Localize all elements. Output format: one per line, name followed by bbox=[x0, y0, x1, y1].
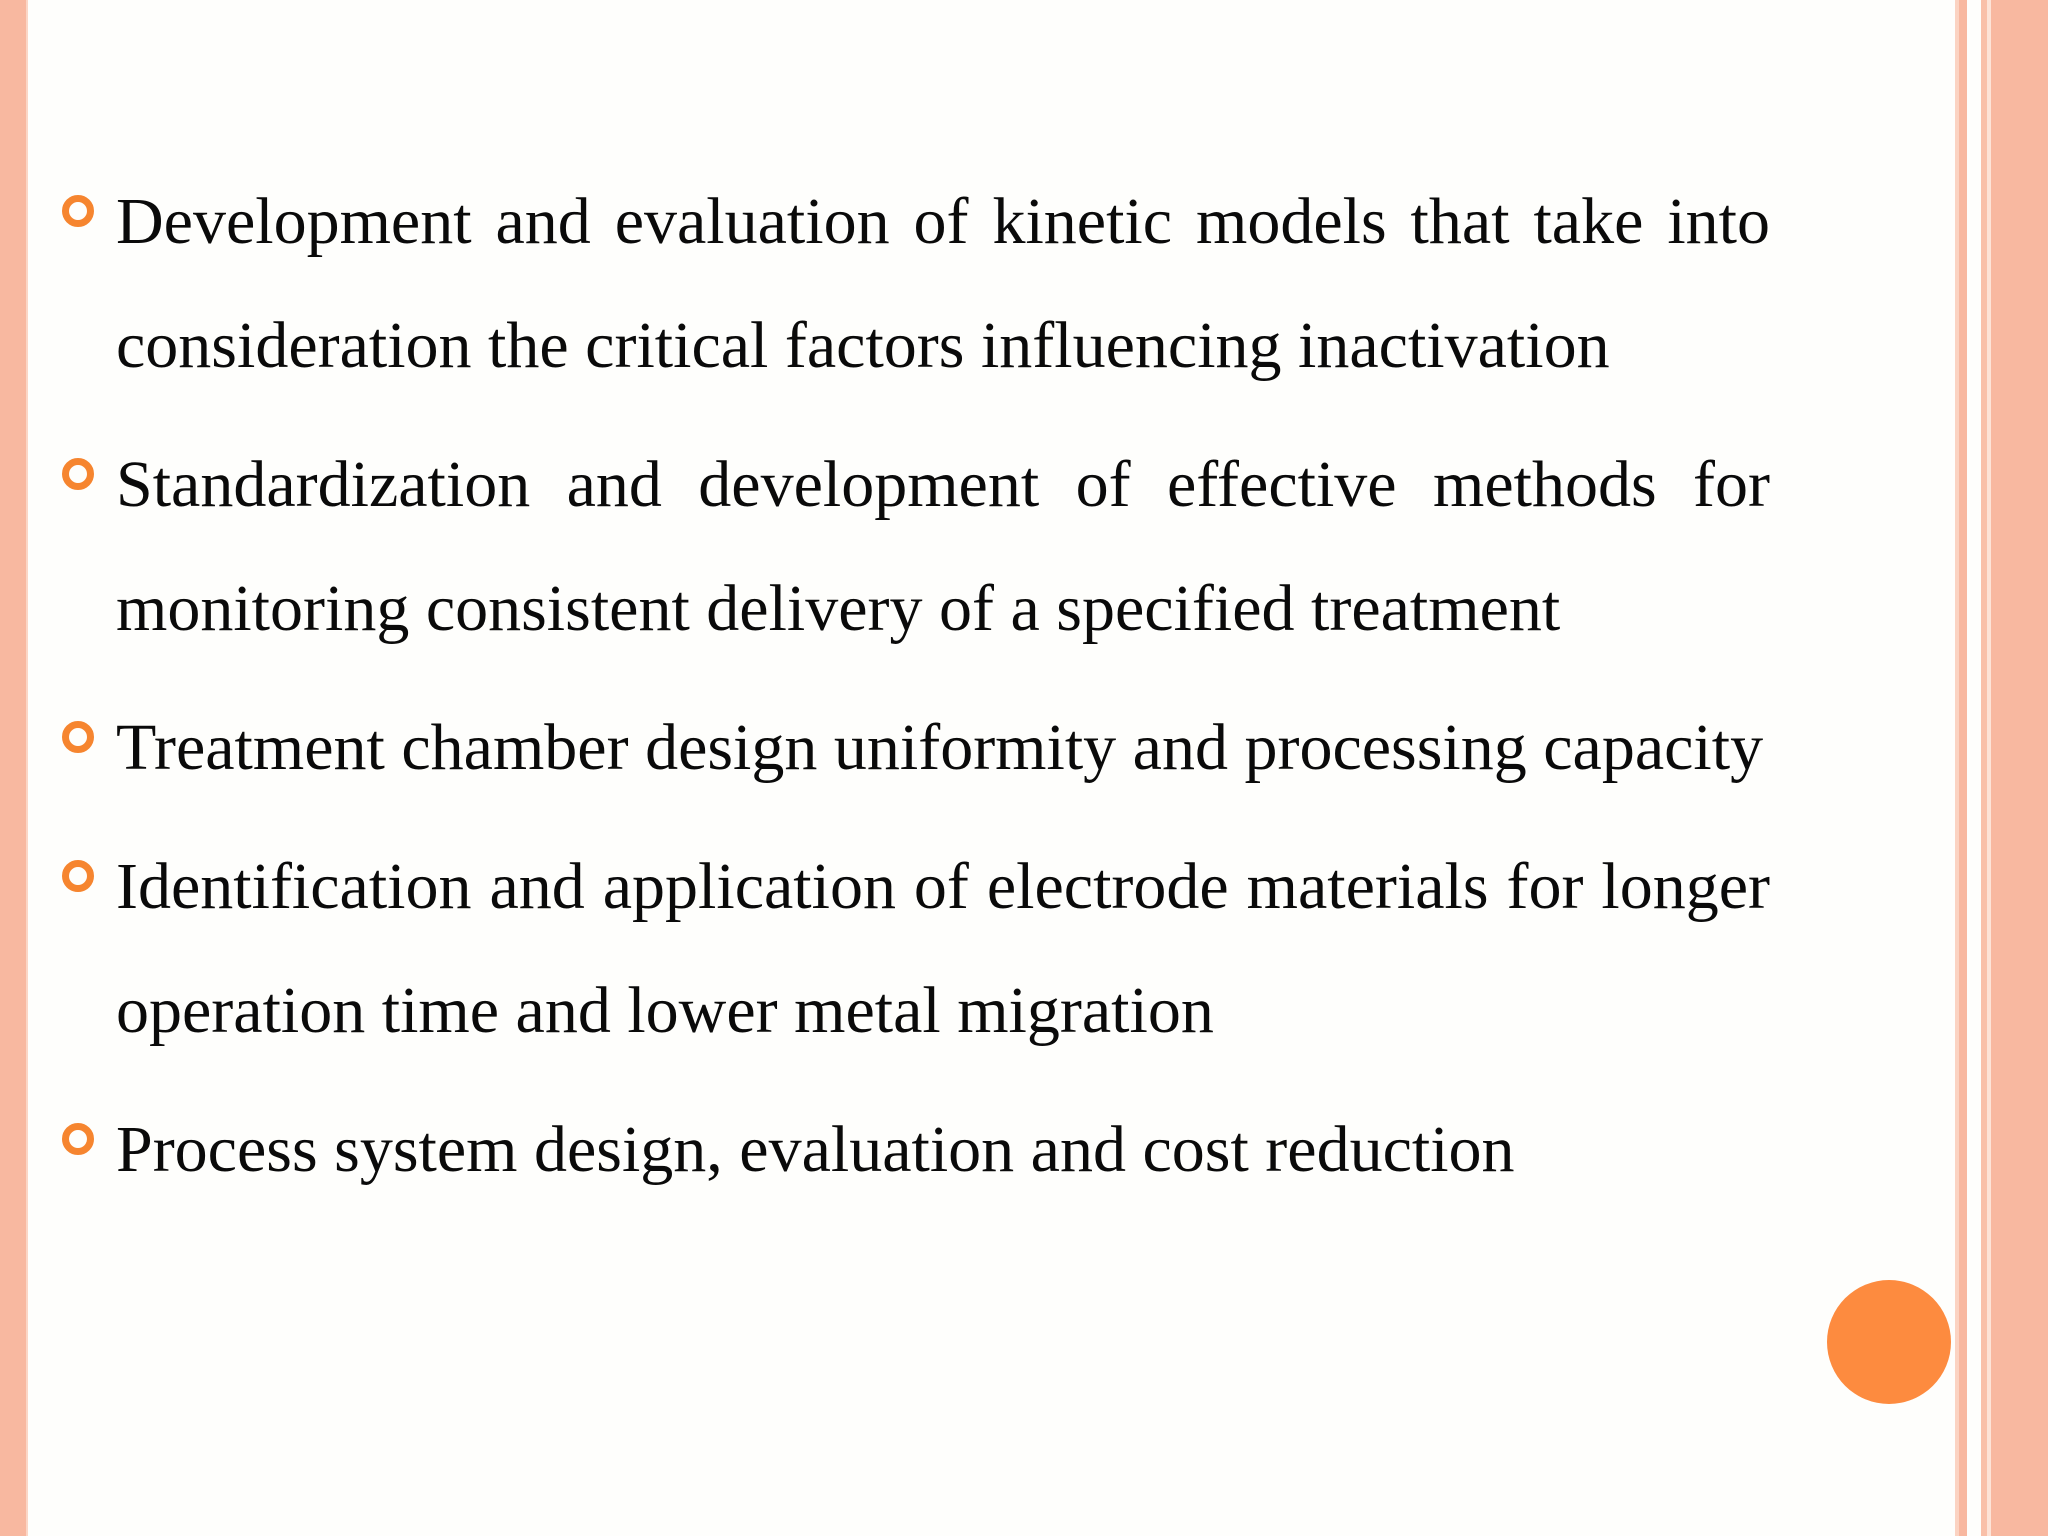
hollow-circle-bullet-icon bbox=[62, 721, 94, 753]
bullet-text: Identification and application of electrode materials for longer operation time and lower metal migration bbox=[116, 850, 1770, 1047]
bullet-item bbox=[60, 160, 1770, 408]
hollow-circle-bullet-icon bbox=[62, 195, 94, 227]
left-border-stripe bbox=[0, 0, 26, 1536]
bullet-item bbox=[60, 825, 1770, 1073]
right-border-gap bbox=[1967, 0, 1981, 1536]
left-border-highlight bbox=[26, 0, 28, 1536]
bullet-item bbox=[60, 1088, 1770, 1212]
bullet-text: Process system design, evaluation and cost reduction bbox=[116, 1113, 1515, 1186]
bullet-text: Development and evaluation of kinetic models that take into consideration the critical factors influencing inactivation bbox=[116, 185, 1770, 382]
right-border-band bbox=[1991, 0, 2048, 1536]
bullet-text: Standardization and development of effective methods for monitoring consistent delivery of a specified treatment bbox=[116, 448, 1770, 645]
hollow-circle-bullet-icon bbox=[62, 860, 94, 892]
bullet-item bbox=[60, 686, 1770, 810]
orange-circle-decoration bbox=[1827, 1280, 1951, 1404]
hollow-circle-bullet-icon bbox=[62, 1123, 94, 1155]
bullet-list bbox=[60, 160, 1770, 1227]
hollow-circle-bullet-icon bbox=[62, 458, 94, 490]
bullet-text: Treatment chamber design uniformity and processing capacity bbox=[116, 711, 1764, 784]
bullet-item bbox=[60, 423, 1770, 671]
right-border-stripe bbox=[1959, 0, 1967, 1536]
